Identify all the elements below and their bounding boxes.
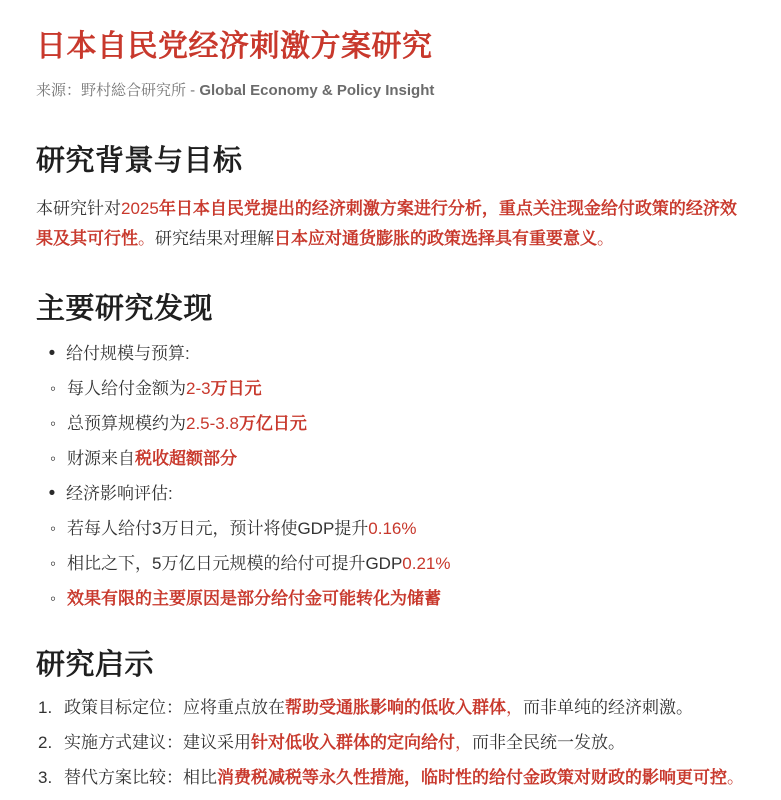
source-line — [36, 80, 746, 102]
circle-bullet-icon — [45, 412, 61, 435]
page-title: 日本自民党经济刺激方案研究 — [36, 30, 433, 63]
list-number: 3. — [38, 768, 53, 787]
finding-item — [37, 377, 746, 400]
implication-item — [36, 696, 746, 720]
finding-group-label-text: 经济影响评估: — [66, 484, 173, 503]
finding-item — [37, 412, 746, 435]
circle-bullet-icon — [45, 552, 61, 575]
finding-item — [37, 517, 746, 540]
finding-item — [37, 447, 746, 470]
background-paragraph: 本研究针对2025年日本自民党提出的经济刺激方案进行分析，重点关注现金给付政策的经济效果及其可行性。研究结果对理解日本应对通货膨胀的政策选择具有重要意义。 — [36, 199, 737, 248]
circle-bullet-icon — [45, 377, 61, 400]
finding-group-label — [36, 482, 746, 505]
finding-item-text: 总预算规模约为2.5-3.8万亿日元 — [67, 414, 307, 433]
finding-item-text: 财源来自税收超额部分 — [67, 449, 237, 468]
circle-bullet-icon — [45, 447, 61, 470]
finding-group-impact — [36, 482, 746, 610]
finding-group-label-text: 给付规模与预算: — [66, 344, 190, 363]
section-heading-implications: 研究启示 — [36, 649, 155, 681]
finding-sublist-budget — [37, 377, 746, 470]
list-number: 2. — [38, 733, 53, 752]
finding-item-text: 效果有限的主要原因是部分给付金可能转化为储蓄 — [67, 589, 441, 608]
bullet-icon — [44, 482, 60, 505]
list-number: 1. — [38, 698, 53, 717]
circle-bullet-icon — [45, 517, 61, 540]
implication-item-text: 政策目标定位：应将重点放在帮助受通胀影响的低收入群体，而非单纯的经济刺激。 — [64, 698, 693, 717]
finding-item-text: 若每人给付3万日元，预计将使GDP提升0.16% — [67, 519, 417, 538]
finding-item-text: 每人给付金额为2-3万日元 — [67, 379, 262, 398]
finding-group-label — [36, 342, 746, 365]
implications-list — [36, 696, 746, 790]
implication-item — [36, 731, 746, 755]
finding-item — [37, 552, 746, 575]
bullet-icon — [44, 342, 60, 365]
findings-list — [36, 342, 746, 610]
source-name: Global Economy & Policy Insight — [199, 82, 435, 99]
source-prefix: 来源：野村総合研究所 - — [36, 82, 200, 99]
finding-item-text: 相比之下，5万亿日元规模的给付可提升GDP0.21% — [67, 554, 451, 573]
implication-item-text: 替代方案比较：相比消费税减税等永久性措施，临时性的给付金政策对财政的影响更可控。 — [64, 768, 744, 787]
section-heading-findings: 主要研究发现 — [36, 293, 214, 325]
finding-item — [37, 587, 746, 610]
implication-item-text: 实施方式建议：建议采用针对低收入群体的定向给付，而非全民统一发放。 — [64, 733, 625, 752]
finding-sublist-impact — [37, 517, 746, 610]
finding-group-budget — [36, 342, 746, 470]
circle-bullet-icon — [45, 587, 61, 610]
implication-item — [36, 766, 746, 790]
section-heading-background: 研究背景与目标 — [36, 145, 243, 177]
